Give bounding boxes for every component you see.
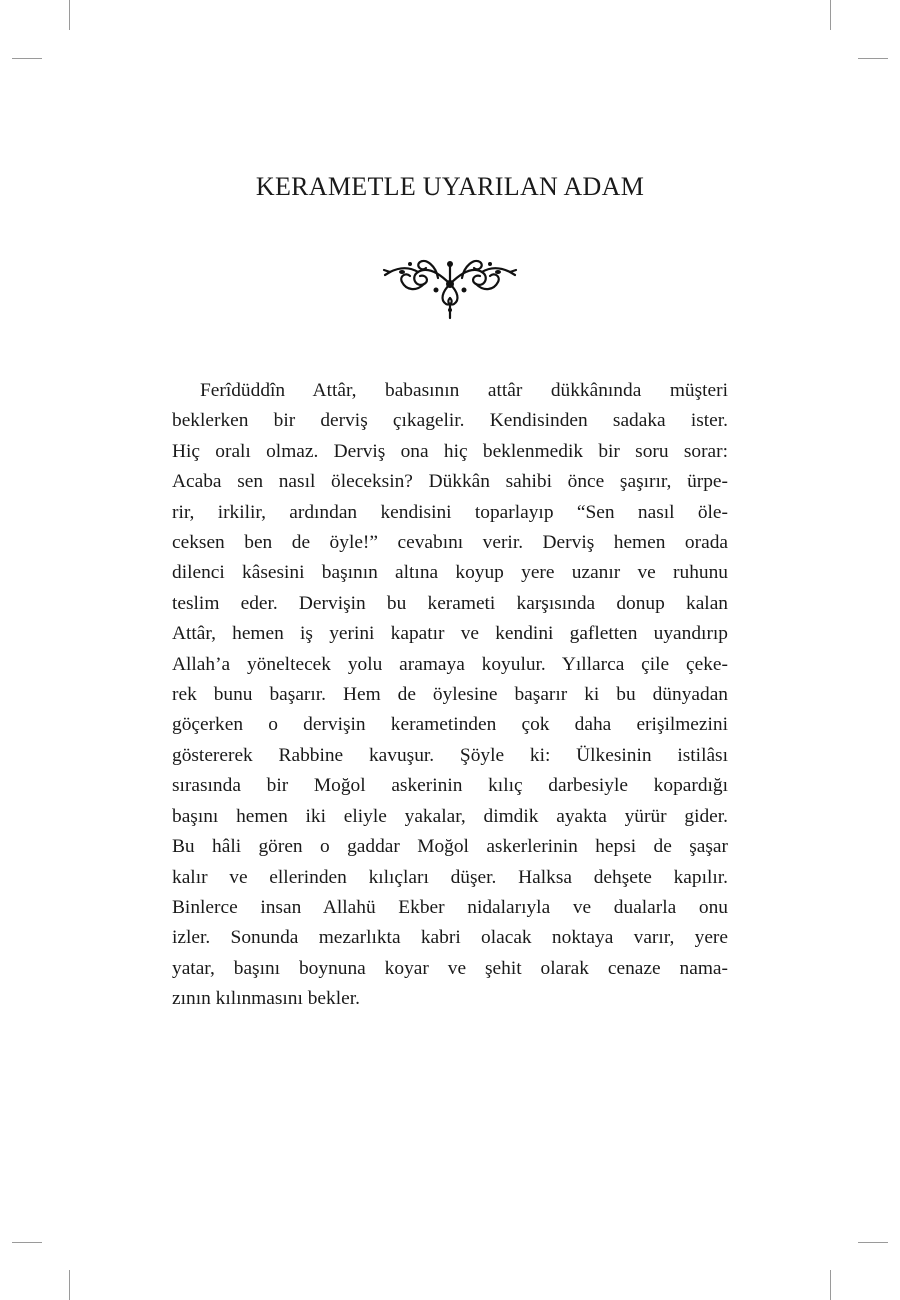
paragraph-line: Acaba sen nasıl öleceksin? Dükkân sahibi önce şaşırır, ürpe- <box>172 471 728 493</box>
paragraph-line: sırasında bir Moğol askerinin kılıç darbesiyle kopardığı <box>172 775 728 797</box>
paragraph-line: zının kılınmasını bekler. <box>172 988 360 1010</box>
crop-mark-top-left <box>69 0 70 30</box>
paragraph-line: yatar, başını boynuna koyar ve şehit olarak cenaze nama- <box>172 957 728 979</box>
paragraph-line: Hiç oralı olmaz. Derviş ona hiç beklenmedik bir soru sorar: <box>172 440 728 462</box>
paragraph-line: kalır ve ellerinden kılıçları düşer. Halksa dehşete kapılır. <box>172 866 728 888</box>
crop-mark-bottom-right <box>830 1270 831 1300</box>
paragraph-line: göstererek Rabbine kavuşur. Şöyle ki: Ülkesinin istilâsı <box>172 744 728 766</box>
paragraph-line: Attâr, hemen iş yerini kapatır ve kendini gafletten uyandırıp <box>172 623 728 645</box>
paragraph-line: dilenci kâsesini başının altına koyup yere uzanır ve ruhunu <box>172 562 728 584</box>
crop-mark-right-bottom <box>858 1242 888 1243</box>
crop-mark-left-bottom <box>12 1242 42 1243</box>
paragraph-line: rir, irkilir, ardından kendisini toparlayıp “Sen nasıl öle- <box>172 501 728 523</box>
page-title: KERAMETLE UYARILAN ADAM <box>255 172 645 201</box>
paragraph-line: göçerken o dervişin kerametinden çok daha erişilmezini <box>172 714 728 736</box>
paragraph-line: Binlerce insan Allahü Ekber nidalarıyla ve dualarla onu <box>172 896 728 918</box>
paragraph-line: beklerken bir derviş çıkagelir. Kendisinden sadaka ister. <box>172 410 728 432</box>
paragraph-line: teslim eder. Dervişin bu kerameti karşısında donup kalan <box>172 592 728 614</box>
crop-mark-bottom-left <box>69 1270 70 1300</box>
paragraph-line: Allah’a yöneltecek yolu aramaya koyulur. Yıllarca çile çeke- <box>172 653 728 675</box>
crop-mark-right-top <box>858 58 888 59</box>
paragraph-line: Ferîdüddîn Attâr, babasının attâr dükkânında müşteri <box>200 380 728 401</box>
crop-mark-left-top <box>12 58 42 59</box>
floral-ornament-icon <box>380 244 520 320</box>
body-paragraph <box>172 376 728 1015</box>
paragraph-line: izler. Sonunda mezarlıkta kabri olacak noktaya varır, yere <box>172 927 728 949</box>
crop-mark-top-right <box>830 0 831 30</box>
paragraph-line: rek bunu başarır. Hem de öylesine başarır ki bu dünyadan <box>172 684 728 706</box>
paragraph-line: ceksen ben de öyle!” cevabını verir. Derviş hemen orada <box>172 532 728 554</box>
paragraph-line: Bu hâli gören o gaddar Moğol askerlerinin hepsi de şaşar <box>172 836 728 858</box>
paragraph-line: başını hemen iki eliyle yakalar, dimdik ayakta yürür gider. <box>172 805 728 827</box>
